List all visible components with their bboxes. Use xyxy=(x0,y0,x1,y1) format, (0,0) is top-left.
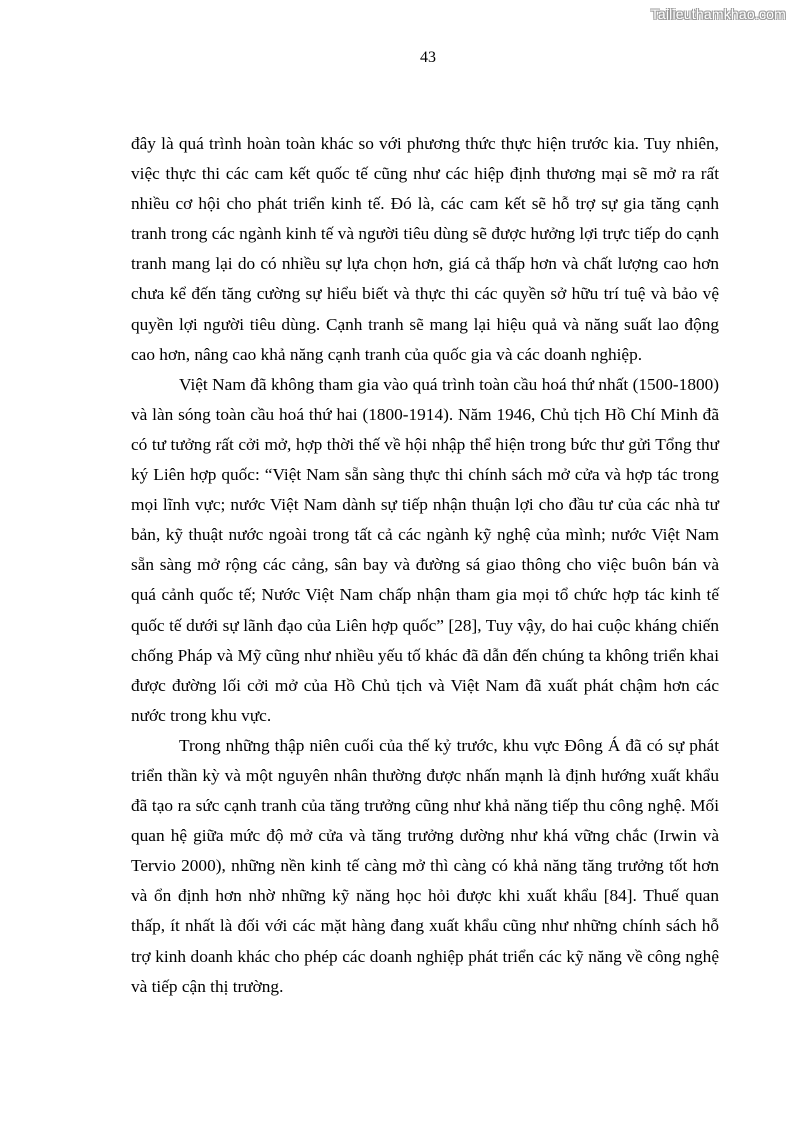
paragraph-continuation: đây là quá trình hoàn toàn khác so với phương thức thực hiện trước kia. Tuy nhiên, việc thực thi các cam kết quốc tế cũng như các hiệp định thương mại sẽ mở ra rất nhiều cơ hội cho phát triển kinh tế. Đó là, các cam kết sẽ hỗ trợ sự gia tăng cạnh tranh trong các ngành kinh tế và người tiêu dùng sẽ được hưởng lợi trực tiếp do cạnh tranh mang lại do có nhiều sự lựa chọn hơn, giá cả thấp hơn và chất lượng cao hơn chưa kể đến tăng cường sự hiểu biết và thực thi các quyền sở hữu trí tuệ và bảo vệ quyền lợi người tiêu dùng. Cạnh tranh sẽ mang lại hiệu quả và năng suất lao động cao hơn, nâng cao khả năng cạnh tranh của quốc gia và các doanh nghiệp. xyxy=(131,134,719,364)
paragraph-east-asia-growth: Trong những thập niên cuối của thế kỷ trước, khu vực Đông Á đã có sự phát triển thần kỳ và một nguyên nhân thường được nhấn mạnh là định hướng xuất khẩu đã tạo ra sức cạnh tranh của tăng trưởng cũng như khả năng tiếp thu công nghệ. Mối quan hệ giữa mức độ mở cửa và tăng trưởng dường như khá vững chắc (Irwin và Tervio 2000), những nền kinh tế càng mở thì càng có khả năng tăng trưởng tốt hơn và ổn định hơn nhờ những kỹ năng học hỏi được khi xuất khẩu [84]. Thuế quan thấp, ít nhất là đối với các mặt hàng đang xuất khẩu cũng như những chính sách hỗ trợ kinh doanh khác cho phép các doanh nghiệp phát triển các kỹ năng về công nghệ và tiếp cận thị trường. xyxy=(131,735,719,996)
document-body xyxy=(131,129,719,1002)
paragraph-vietnam-globalization: Việt Nam đã không tham gia vào quá trình toàn cầu hoá thứ nhất (1500-1800) và làn sóng toàn cầu hoá thứ hai (1800-1914). Năm 1946, Chủ tịch Hồ Chí Minh đã có tư tưởng rất cởi mở, hợp thời thế về hội nhập thể hiện trong bức thư gửi Tổng thư ký Liên hợp quốc: “Việt Nam sẵn sàng thực thi chính sách mở cửa và hợp tác trong mọi lĩnh vực; nước Việt Nam dành sự tiếp nhận thuận lợi cho đầu tư của các nhà tư bản, kỹ thuật nước ngoài trong tất cả các ngành kỹ nghệ của mình; nước Việt Nam sẵn sàng mở rộng các cảng, sân bay và đường sá giao thông cho việc buôn bán và quá cảnh quốc tế; Nước Việt Nam chấp nhận tham gia mọi tổ chức hợp tác kinh tế quốc tế dưới sự lãnh đạo của Liên hợp quốc” [28], Tuy vậy, do hai cuộc kháng chiến chống Pháp và Mỹ cũng như nhiều yếu tố khác đã dẫn đến chúng ta không triển khai được đường lối cởi mở của Hồ Chủ tịch và Việt Nam đã xuất phát chậm hơn các nước trong khu vực. xyxy=(131,374,719,725)
watermark-text: Tailieuthamkhao.com xyxy=(650,6,786,22)
page-number: 43 xyxy=(420,49,436,66)
